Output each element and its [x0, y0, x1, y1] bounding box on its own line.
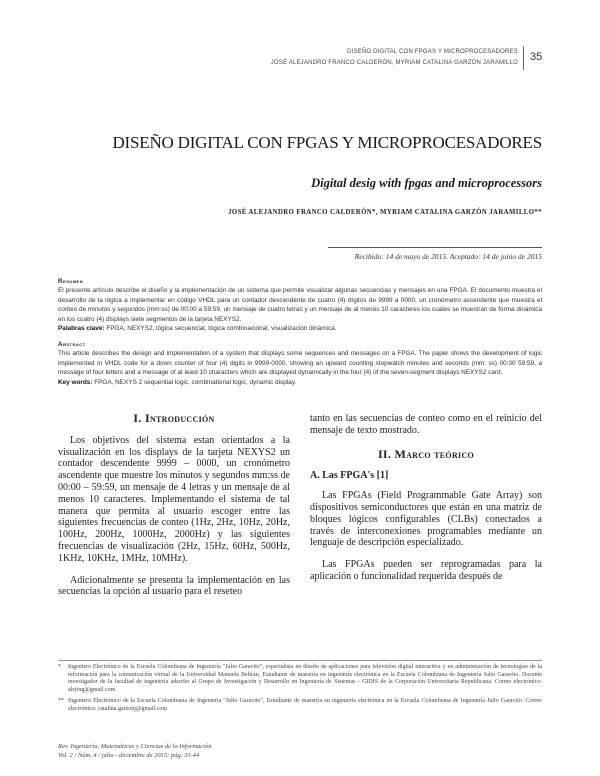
resumen-section — [58, 277, 542, 333]
article-authors: JOSÉ ALEJANDRO FRANCO CALDERÓN*, MYRIAM CATALINA GARZÓN JARAMILLO** — [228, 209, 542, 216]
left-column — [58, 413, 290, 598]
paragraph-continuation: tanto en las secuencias de conteo como en el reinicio del mensaje de texto mostrado. — [310, 413, 542, 436]
section-heading-introduccion: I. Introducción — [133, 411, 215, 425]
abstract-keywords-label: Key words: — [58, 378, 93, 386]
footnote-text: Ingeniero Electrónico de la Escuela Colombiana de Ingeniería "Julio Garavito", Estudiante de maestría en ingeniería electrónica en la Escuela Colombiana de Ingeniería Julio Garavito. Correo electrónico: catalina.garzonj@gmail.com — [68, 698, 542, 712]
footnote-mark: ** — [58, 698, 64, 705]
footnote-mark: * — [58, 664, 61, 670]
footnote-divider — [58, 660, 542, 661]
section-heading-marco-teorico: II. Marco teórico — [377, 446, 475, 461]
journal-issue: Vol. 2 / Núm. 4 / julio - diciembre de 2015; pág. 35-44 — [58, 751, 200, 759]
resumen-keywords — [58, 324, 542, 333]
right-column — [310, 413, 542, 583]
resumen-keywords-list: FPGA, NEXYS2, lógica secuencial, lógica combinacional, visualización dinámica. — [104, 325, 337, 333]
abstract-keywords-list: FPGA, NEXYS 2 sequential logic, combinational logic, dynamic display. — [92, 378, 297, 386]
subsection-heading-fpgas: A. Las FPGA's [1] — [310, 470, 389, 482]
footnote — [58, 698, 542, 713]
abstract-heading: Abstract — [58, 341, 86, 348]
abstract-text: This article describes the design and implementation of a system that displays some sequences and messages on a FPGA. The paper shows the development of logic implemented in VHDL code for a down counter of four (4) digits in 9999-0000, showing an upward counting stopwatch minutes and seconds (mm: ss) 00:00 59:59, a message of four letters and a message of at least 10 characters which are displayed dynamically in the four (4) of the seven-segment displays NEXYS2 card. — [58, 350, 542, 377]
abstract-keywords — [58, 378, 542, 387]
resumen-heading: Resumen — [58, 278, 84, 285]
footnote — [58, 664, 542, 694]
paragraph: Adicionalmente se presenta la implementación en las secuencias la opción al usuario para el reseteo — [58, 574, 290, 598]
dates-divider — [328, 247, 542, 248]
resumen-keywords-label: Palabras clave: — [58, 325, 105, 333]
paragraph: Las FPGAs pueden ser reprogramadas para la aplicación o funcionalidad requerida después de — [310, 559, 542, 582]
journal-footer — [58, 743, 358, 760]
running-header — [200, 47, 518, 69]
article-subtitle: Digital desig with fpgas and microprocessors — [311, 176, 542, 190]
paragraph: Las FPGAs (Field Programmable Gate Array) son dispositivos semiconductores que están en una matriz de bloques lógicos configurables (CLBs) conectados a través de interconexiones programables mediante un lenguaje de descripción especializado. — [310, 490, 542, 549]
page-number: 35 — [530, 51, 543, 63]
received-accepted-dates: Recibido: 14 de mayo de 2015. Aceptado: 14 de junio de 2015 — [354, 252, 542, 261]
footnotes — [58, 664, 542, 718]
article-title: DISEÑO DIGITAL CON FPGAS Y MICROPROCESADORES — [112, 133, 542, 152]
abstract-section — [58, 340, 542, 387]
footnote-text: Ingeniero Electrónico de la Escuela Colombiana de Ingeniería "Julio Garavito", especialista en diseño de aplicaciones para televisión digital interactiva y en administración de tecnologías de la información para la comunicación virtual de la Universidad Manuela Beltrán, Estudiante de maestría en ingeniería electrónica en la Escuela Colombiana de Ingeniería Julio Garavito. Docente investigador de la facultad de ingeniería adscrito al Grupo de Investigación y Desarrollo en Ingeniería de Sistemas - GIDIS de la Corporación Universitaria Republicana. Correo electrónico: alejing@gmail.com — [68, 664, 542, 693]
journal-name: Rev. Ingeniería, Matemáticas y Ciencias de la Información — [58, 743, 212, 750]
header-divider — [523, 46, 524, 70]
resumen-text: El presente artículo describe el diseño y la implementación de un sistema que permite visualizar algunas secuencias y mensajes en una FPGA. El documento muestra el desarrollo de la lógica a implementar en código VHDL para un contador descendente de cuatro (4) dígitos de 9999 a 0000, un cronómetro ascendente que muestra el conteo de minutos y segundos (mm:ss) de 00:00 a 59:59, un mensaje de cuatro letras y un mensaje de al menos 10 caracteres los cuales se muestran de forma dinámica en los cuatro (4) displays siete segmentos de la tarjeta NEXYS2. — [58, 287, 542, 323]
running-header-title: DISEÑO DIGITAL CON FPGAS Y MICROPROCESADORES — [347, 49, 518, 55]
paragraph: Los objetivos del sistema estan orientados a la visualización en los displays de la tarjeta NEXYS2 un contador descendente 9999 – 0000, un cronómetro ascendente que muestre los minutos y segundos mm:ss de 00:00 – 59:59, un mensaje de 4 letras y un mensaje de al menos 10 caracteres. Implementando el sistema de tal manera que permita al usuario escoger entre las siguientes frecuencias de conteo (1Hz, 2Hz, 10Hz, 20Hz, 100Hz, 200Hz, 1000Hz, 2000Hz) y las siguientes frecuencias de visualización (2Hz, 15Hz, 60Hz, 500Hz, 1KHz, 10KHz, 1MHz, 10MHz). — [58, 434, 290, 564]
running-header-authors: JOSÉ ALEJANDRO FRANCO CALDERÓN, MYRIAM CATALINA GARZÓN JARAMILLO — [270, 60, 518, 66]
